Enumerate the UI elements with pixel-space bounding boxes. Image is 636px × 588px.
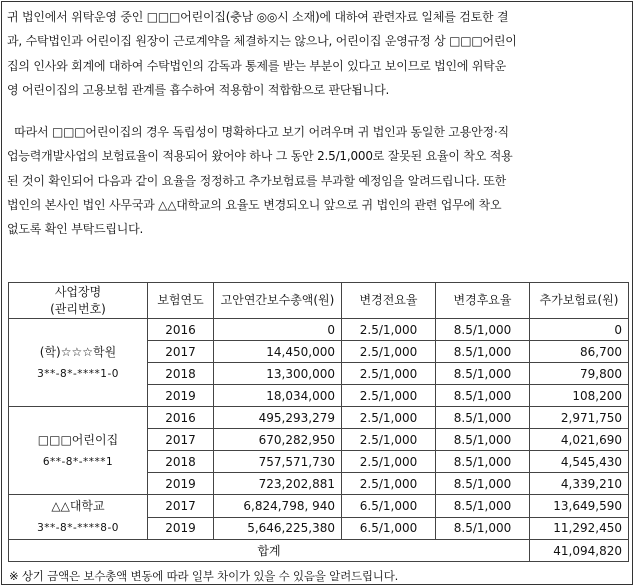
table-row	[9, 407, 629, 429]
extra-premium-cell: 108,200	[530, 385, 629, 407]
rate-after-cell: 8.5/1,000	[436, 495, 530, 518]
extra-premium-cell: 4,021,690	[530, 429, 629, 451]
extra-premium-cell: 11,292,450	[530, 517, 629, 540]
site-cell	[9, 495, 148, 540]
wage-cell: 13,300,000	[214, 363, 342, 385]
site-name: △△대학교	[51, 499, 105, 513]
header-rate-after: 변경후요율	[436, 283, 530, 319]
wage-cell: 495,293,279	[214, 407, 342, 429]
wage-cell: 18,034,000	[214, 385, 342, 407]
site-name: (학)☆☆☆학원	[39, 344, 117, 359]
total-value: 41,094,820	[530, 540, 629, 562]
rate-before-cell: 2.5/1,000	[342, 385, 436, 407]
rate-before-cell: 2.5/1,000	[342, 451, 436, 473]
wage-cell: 6,824,798, 940	[214, 495, 342, 518]
table-header-row	[9, 283, 629, 319]
rate-before-cell: 2.5/1,000	[342, 429, 436, 451]
year-cell: 2018	[148, 451, 214, 473]
site-code: 3**-8*-****8-0	[37, 522, 119, 534]
rate-after-cell: 8.5/1,000	[436, 341, 530, 363]
rate-before-cell: 2.5/1,000	[342, 341, 436, 363]
extra-premium-cell: 79,800	[530, 363, 629, 385]
site-cell	[9, 407, 148, 495]
year-cell: 2017	[148, 495, 214, 518]
header-site: 사업장명 (관리번호)	[9, 283, 148, 319]
site-name: □□□어린이집	[37, 432, 119, 447]
year-cell: 2019	[148, 473, 214, 495]
extra-premium-cell: 0	[530, 319, 629, 341]
site-code: 6**-8*-****1	[42, 455, 114, 468]
rate-after-cell: 8.5/1,000	[436, 363, 530, 385]
extra-premium-cell: 4,339,210	[530, 473, 629, 495]
text-line: 집의 인사와 회계에 대하여 수탁법인의 감독과 통제를 받는 부분이 있다고 보이므로 법인에 위탁운	[7, 58, 507, 73]
rate-after-cell: 8.5/1,000	[436, 407, 530, 429]
rate-before-cell: 2.5/1,000	[342, 473, 436, 495]
year-cell: 2019	[148, 385, 214, 407]
premium-table	[8, 282, 629, 562]
wage-cell: 14,450,000	[214, 341, 342, 363]
rate-after-cell: 8.5/1,000	[436, 473, 530, 495]
year-cell: 2016	[148, 407, 214, 429]
extra-premium-cell: 4,545,430	[530, 451, 629, 473]
rate-after-cell: 8.5/1,000	[436, 385, 530, 407]
table-row	[9, 319, 629, 341]
paragraph-rate-correction	[7, 120, 629, 241]
wage-cell: 757,571,730	[214, 451, 342, 473]
header-rate-before: 변경전요율	[342, 283, 436, 319]
wage-cell: 5,646,225,380	[214, 517, 342, 540]
extra-premium-cell: 2,971,750	[530, 407, 629, 429]
rate-after-cell: 8.5/1,000	[436, 429, 530, 451]
year-cell: 2018	[148, 363, 214, 385]
text-line: 귀 법인에서 위탁운영 중인 □□□어린이집(충남 ◎◎시 소재)에 대하여 관련자료 일체를 검토한 결	[7, 10, 509, 24]
rate-after-cell: 8.5/1,000	[436, 319, 530, 341]
paragraph-review-result	[7, 5, 629, 102]
year-cell: 2019	[148, 517, 214, 540]
wage-cell: 0	[214, 319, 342, 341]
footnote: ※ 상기 금액은 보수총액 변동에 따라 일부 차이가 있을 수 있음을 알려드립니다.	[9, 569, 399, 583]
text-line: 업능력개발사업의 보험료율이 적용되어 왔어야 하나 그 동안 2.5/1,000로 잘못된 요율이 착오 적용	[7, 149, 513, 164]
extra-premium-cell: 86,700	[530, 341, 629, 363]
rate-before-cell: 2.5/1,000	[342, 363, 436, 385]
rate-before-cell: 2.5/1,000	[342, 319, 436, 341]
rate-before-cell: 6.5/1,000	[342, 495, 436, 518]
header-wage: 고안연간보수총액(원)	[214, 283, 342, 319]
text-line: 없도록 확인 부탁드립니다.	[7, 222, 144, 237]
site-code: 3**-8*-****1-0	[37, 367, 119, 380]
wage-cell: 670,282,950	[214, 429, 342, 451]
rate-after-cell: 8.5/1,000	[436, 451, 530, 473]
wage-cell: 723,202,881	[214, 473, 342, 495]
text-line: 과, 수탁법인과 어린이집 원장이 근로계약을 체결하지는 않으나, 어린이집 운영규정 상 □□□어린이	[7, 34, 517, 49]
header-extra-premium: 추가보험료(원)	[530, 283, 629, 319]
total-label: 합계	[9, 540, 530, 562]
header-year: 보험연도	[148, 283, 214, 319]
text-line: 된 것이 확인되어 다음과 같이 요율을 정정하고 추가보험료를 부과할 예정임을 알려드립니다. 또한	[7, 173, 507, 188]
rate-before-cell: 2.5/1,000	[342, 407, 436, 429]
year-cell: 2016	[148, 319, 214, 341]
table-row	[9, 495, 629, 518]
year-cell: 2017	[148, 429, 214, 451]
table-total-row	[9, 540, 629, 562]
site-cell	[9, 319, 148, 407]
text-line: 법인의 본사인 법인 사무국과 △△대학교의 요율도 변경되오니 앞으로 귀 법인의 관련 업무에 착오	[7, 197, 502, 212]
rate-after-cell: 8.5/1,000	[436, 517, 530, 540]
year-cell: 2017	[148, 341, 214, 363]
text-line: 따라서 □□□어린이집의 경우 독립성이 명확하다고 보기 어려우며 귀 법인과 동일한 고용안정·직	[7, 125, 509, 139]
text-line: 영 어린이집의 고용보험 관계를 흡수하여 적용함이 적합함으로 판단됩니다.	[7, 82, 390, 97]
extra-premium-cell: 13,649,590	[530, 495, 629, 518]
rate-before-cell: 6.5/1,000	[342, 517, 436, 540]
